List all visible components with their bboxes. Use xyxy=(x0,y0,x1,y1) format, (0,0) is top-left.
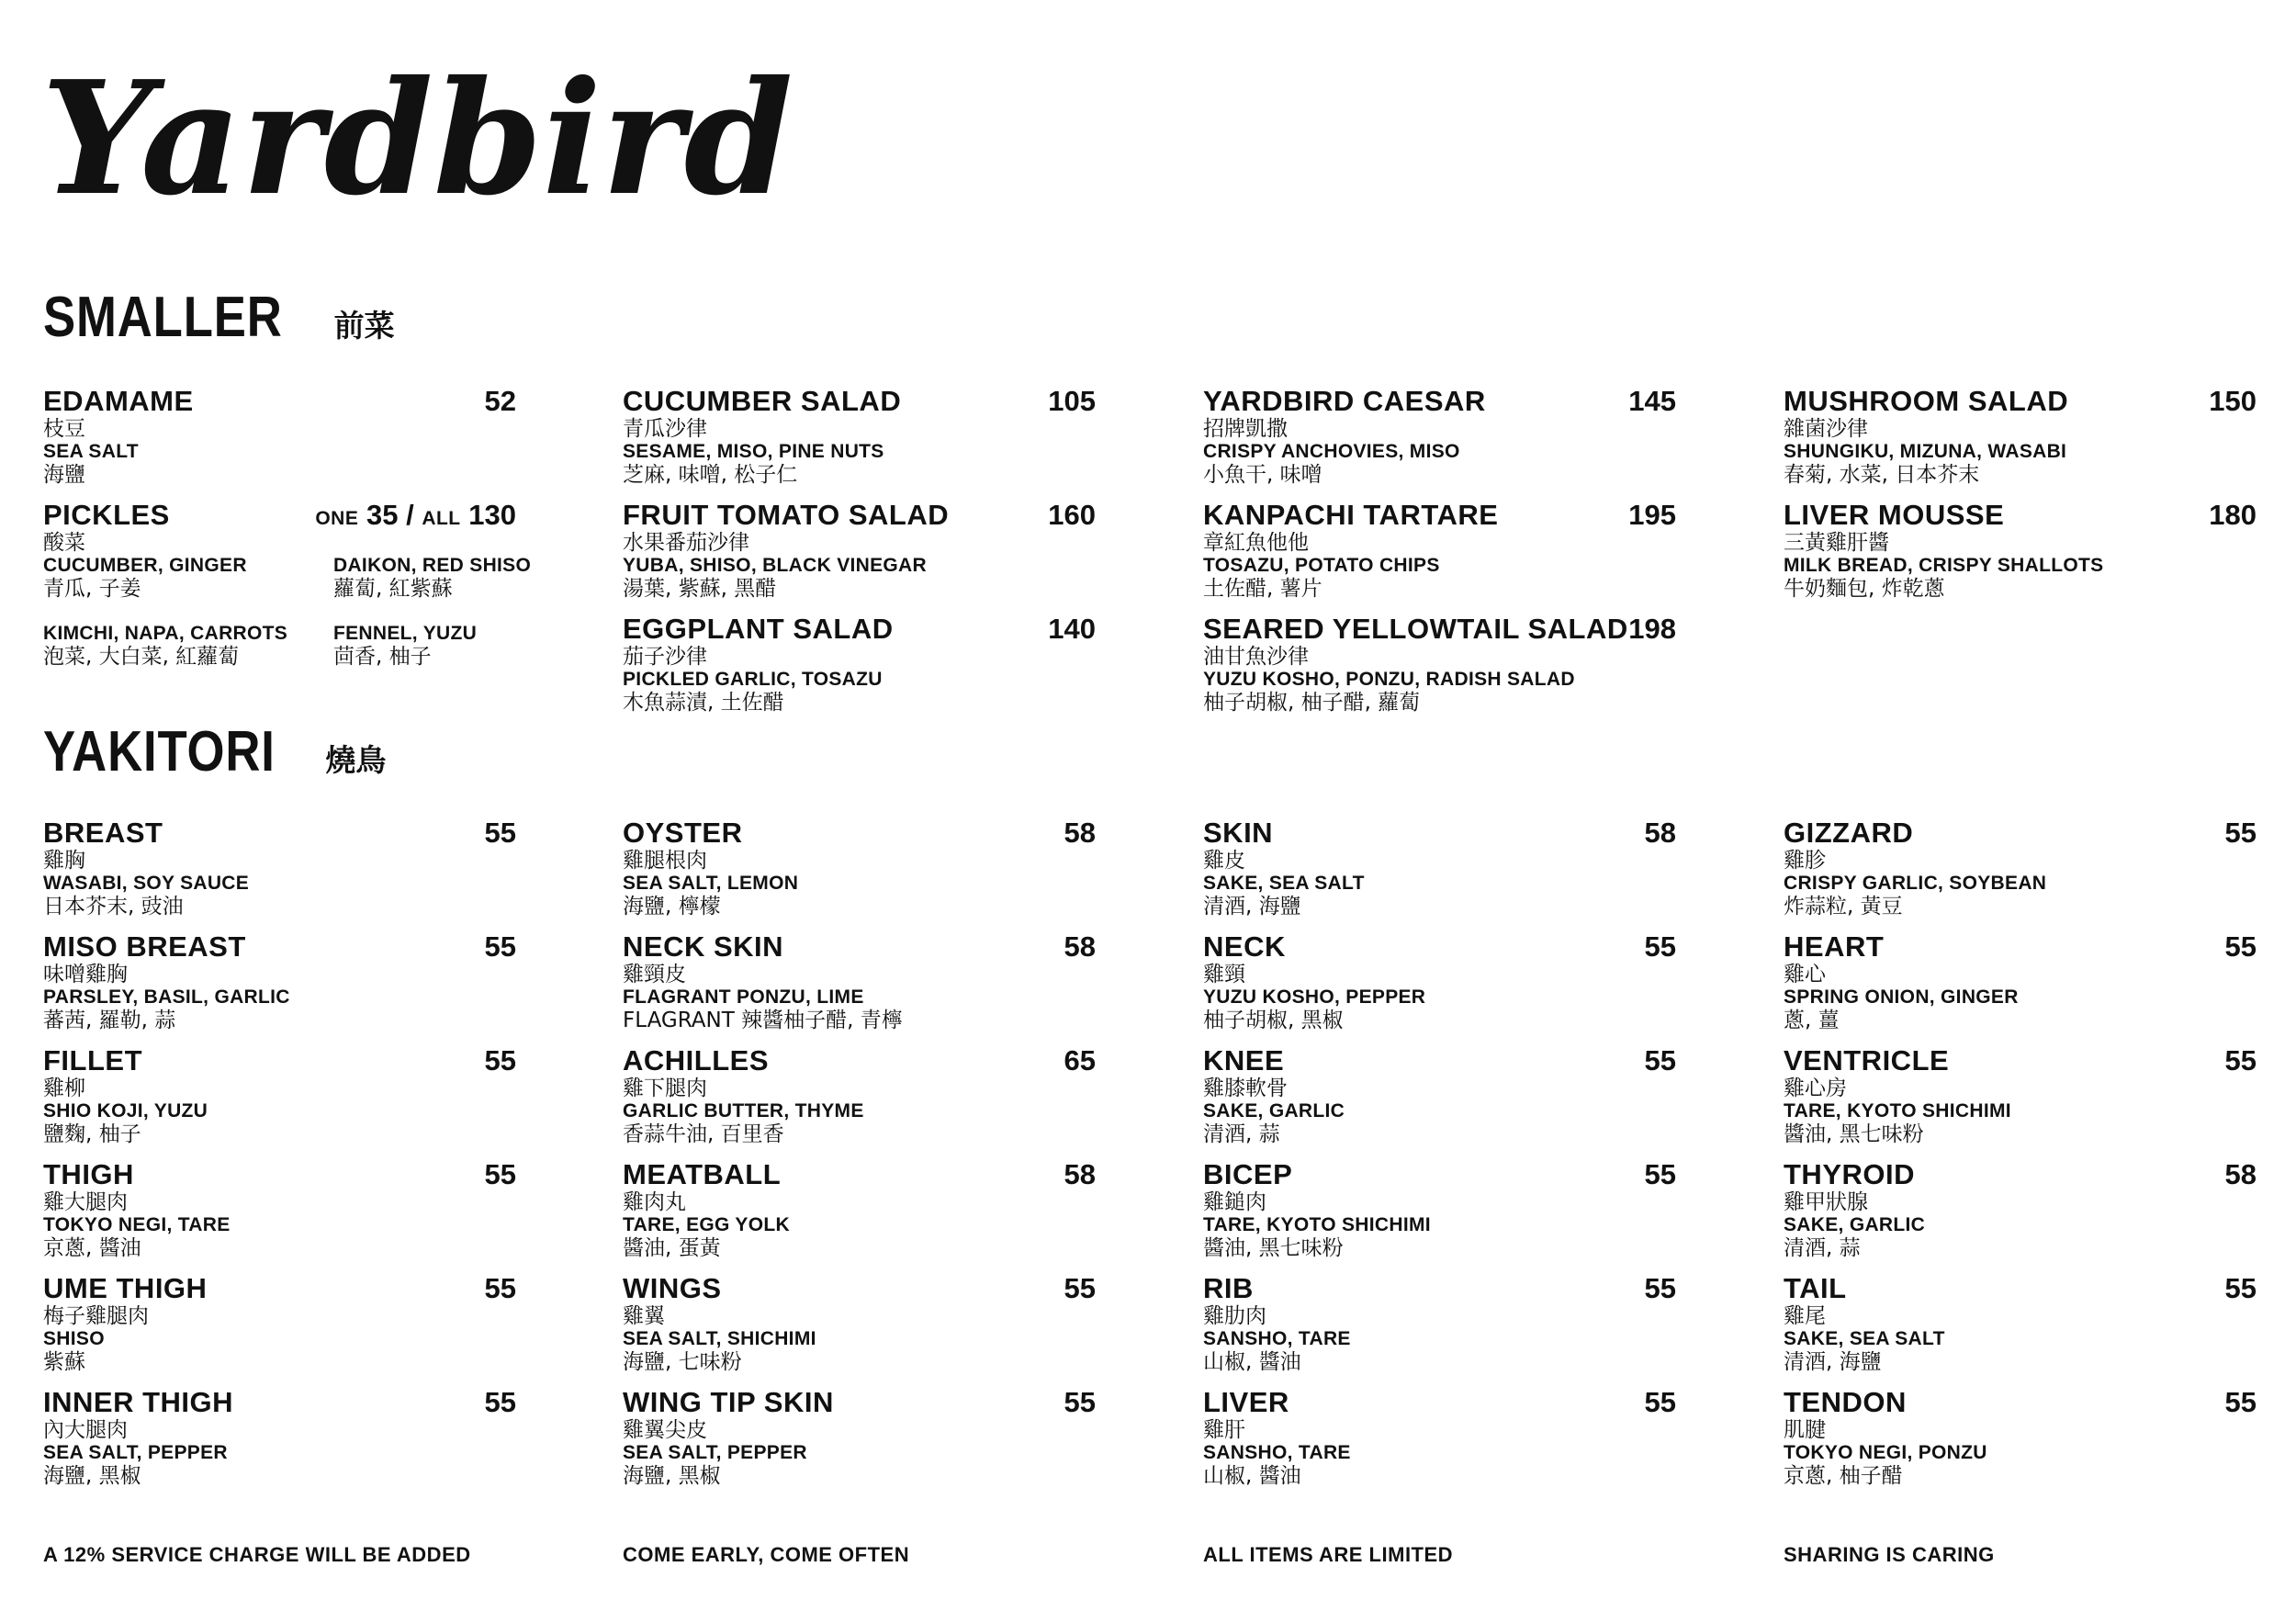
item-desc-zh: 山椒, 醬油 xyxy=(1203,1464,1301,1488)
item-name-zh: 雞肝 xyxy=(1203,1418,1245,1442)
item-desc: SHISO xyxy=(43,1328,105,1349)
item-name: EGGPLANT SALAD xyxy=(623,613,894,645)
item-name-zh: 雞頸 xyxy=(1203,963,1245,986)
item-desc: SAKE, GARLIC xyxy=(1784,1214,1926,1235)
item-desc-zh: 鹽麴, 柚子 xyxy=(43,1122,141,1146)
section-title-yakitori xyxy=(43,719,386,784)
menu-item-wing-tip-skin xyxy=(623,1387,1096,1488)
item-desc-zh: 醬油, 黑七味粉 xyxy=(1203,1236,1344,1260)
item-name: MEATBALL xyxy=(623,1158,782,1190)
item-price: 180 xyxy=(2209,499,2257,531)
item-desc-zh: 春菊, 水菜, 日本芥末 xyxy=(1784,463,1980,487)
item-desc-zh: FLAGRANT 辣醬柚子醋, 青檸 xyxy=(623,1009,903,1032)
item-desc: TARE, KYOTO SHICHIMI xyxy=(1203,1214,1431,1235)
menu-item-tendon xyxy=(1784,1387,2257,1488)
item-price: 195 xyxy=(1628,499,1676,531)
menu-item-rib xyxy=(1203,1273,1676,1374)
menu-item-meatball xyxy=(623,1159,1096,1260)
svg-text:Yardbird: Yardbird xyxy=(41,47,793,231)
item-price: 55 xyxy=(1644,1044,1676,1076)
item-desc: KIMCHI, NAPA, CARROTS xyxy=(43,623,288,644)
item-name-zh: 雞柳 xyxy=(43,1076,85,1100)
item-desc: SHUNGIKU, MIZUNA, WASABI xyxy=(1784,441,2067,462)
menu-item-gizzard xyxy=(1784,817,2257,919)
item-desc-zh: 海鹽, 黑椒 xyxy=(623,1464,721,1488)
item-name-zh: 雞甲狀腺 xyxy=(1784,1190,1868,1214)
item-desc: PICKLED GARLIC, TOSAZU xyxy=(623,669,883,690)
item-name: VENTRICLE xyxy=(1784,1044,1950,1076)
item-desc-zh: 日本芥末, 豉油 xyxy=(43,895,184,919)
pickle-option xyxy=(43,555,319,601)
item-name: OYSTER xyxy=(623,817,743,849)
item-price: 145 xyxy=(1628,385,1676,417)
item-price: 105 xyxy=(1048,385,1096,417)
item-desc: TOKYO NEGI, PONZU xyxy=(1784,1442,1987,1463)
section-title-en: YAKITORI xyxy=(43,720,276,783)
item-desc-zh: 海鹽, 七味粉 xyxy=(623,1350,742,1374)
item-price: 55 xyxy=(2224,817,2257,849)
section-title-zh: 燒鳥 xyxy=(325,742,387,778)
item-price: 55 xyxy=(2224,1386,2257,1418)
item-desc: CRISPY GARLIC, SOYBEAN xyxy=(1784,873,2047,894)
menu-item-thigh xyxy=(43,1159,516,1260)
item-desc-zh: 土佐醋, 薯片 xyxy=(1203,577,1322,601)
item-name-zh: 雞膝軟骨 xyxy=(1203,1076,1288,1100)
item-name-zh: 雞胸 xyxy=(43,849,85,873)
section-title-smaller xyxy=(43,285,395,350)
item-desc: SANSHO, TARE xyxy=(1203,1328,1351,1349)
item-desc: TOKYO NEGI, TARE xyxy=(43,1214,231,1235)
item-desc: SPRING ONION, GINGER xyxy=(1784,986,2019,1008)
item-name: ACHILLES xyxy=(623,1044,769,1076)
item-name: RIB xyxy=(1203,1272,1254,1304)
item-desc: FLAGRANT PONZU, LIME xyxy=(623,986,864,1008)
menu-item-liver-mousse xyxy=(1784,500,2257,601)
item-desc: SEA SALT, SHICHIMI xyxy=(623,1328,816,1349)
item-name: EDAMAME xyxy=(43,385,194,417)
menu-item-heart xyxy=(1784,931,2257,1032)
item-price: 55 xyxy=(484,817,516,849)
item-desc-zh: 山椒, 醬油 xyxy=(1203,1350,1301,1374)
item-price: 160 xyxy=(1048,499,1096,531)
item-price: 58 xyxy=(1644,817,1676,849)
item-desc: PARSLEY, BASIL, GARLIC xyxy=(43,986,290,1008)
item-desc: SEA SALT, LEMON xyxy=(623,873,799,894)
item-name-zh: 雞尾 xyxy=(1784,1304,1826,1328)
item-name-zh: 水果番茄沙律 xyxy=(623,531,749,555)
menu-item-kanpachi-tartare xyxy=(1203,500,1676,601)
item-name-zh: 油甘魚沙律 xyxy=(1203,645,1309,669)
item-desc-zh: 清酒, 海鹽 xyxy=(1203,895,1301,919)
item-name: YARDBIRD CAESAR xyxy=(1203,385,1486,417)
item-name-zh: 梅子雞腿肉 xyxy=(43,1304,149,1328)
item-name: THIGH xyxy=(43,1158,134,1190)
item-price: 58 xyxy=(1064,817,1096,849)
item-name: FILLET xyxy=(43,1044,143,1076)
item-name: SKIN xyxy=(1203,817,1274,849)
item-desc-zh: 醬油, 黑七味粉 xyxy=(1784,1122,1924,1146)
item-desc-zh: 海鹽, 檸檬 xyxy=(623,895,721,919)
item-name-zh: 內大腿肉 xyxy=(43,1418,128,1442)
menu-item-eggplant-salad xyxy=(623,614,1096,715)
item-name: BICEP xyxy=(1203,1158,1293,1190)
menu-item-inner-thigh xyxy=(43,1387,516,1488)
item-name: LIVER xyxy=(1203,1386,1289,1418)
pickle-option xyxy=(333,623,609,669)
footer-note: COME EARLY, COME OFTEN xyxy=(623,1543,910,1566)
item-name-zh: 雞大腿肉 xyxy=(43,1190,128,1214)
item-name-zh: 雞胗 xyxy=(1784,849,1826,873)
item-price: 55 xyxy=(2224,1272,2257,1304)
footer-note: ALL ITEMS ARE LIMITED xyxy=(1203,1543,1454,1566)
item-desc: FENNEL, YUZU xyxy=(333,623,478,644)
item-name: WINGS xyxy=(623,1272,722,1304)
item-desc-zh: 海鹽 xyxy=(43,463,85,487)
menu-item-miso-breast xyxy=(43,931,516,1032)
item-name-zh: 雞心房 xyxy=(1784,1076,1847,1100)
menu-item-yardbird-caesar xyxy=(1203,386,1676,487)
item-name: MISO BREAST xyxy=(43,930,246,963)
section-title-zh: 前菜 xyxy=(333,308,395,344)
item-name: GIZZARD xyxy=(1784,817,1914,849)
item-desc: YUBA, SHISO, BLACK VINEGAR xyxy=(623,555,927,576)
item-name-zh: 雞肋肉 xyxy=(1203,1304,1266,1328)
item-price: 58 xyxy=(1064,930,1096,963)
item-price: 55 xyxy=(1644,1386,1676,1418)
item-desc-zh: 京蔥, 醬油 xyxy=(43,1236,141,1260)
item-desc-zh: 芝麻, 味噌, 松子仁 xyxy=(623,463,798,487)
item-desc: YUZU KOSHO, PEPPER xyxy=(1203,986,1426,1008)
item-name-zh: 酸菜 xyxy=(43,531,85,555)
item-desc: SEA SALT, PEPPER xyxy=(43,1442,228,1463)
menu-item-fruit-tomato-salad xyxy=(623,500,1096,601)
item-desc-zh: 蔥, 薑 xyxy=(1784,1009,1840,1032)
menu-item-breast xyxy=(43,817,516,919)
item-name-zh: 青瓜沙律 xyxy=(623,417,707,441)
item-desc-zh: 蕃茜, 羅勒, 蒜 xyxy=(43,1009,176,1032)
item-name-zh: 雞肉丸 xyxy=(623,1190,686,1214)
item-desc-zh: 海鹽, 黑椒 xyxy=(43,1464,141,1488)
item-desc: TARE, EGG YOLK xyxy=(623,1214,790,1235)
item-name: HEART xyxy=(1784,930,1885,963)
item-price: 55 xyxy=(2224,1044,2257,1076)
menu-item-bicep xyxy=(1203,1159,1676,1260)
item-desc-zh: 小魚干, 味噌 xyxy=(1203,463,1322,487)
item-price: 55 xyxy=(1064,1272,1096,1304)
item-price: 58 xyxy=(1064,1158,1096,1190)
item-desc-zh: 湯葉, 紫蘇, 黑醋 xyxy=(623,577,777,601)
menu-item-mushroom-salad xyxy=(1784,386,2257,487)
item-desc: MILK BREAD, CRISPY SHALLOTS xyxy=(1784,555,2104,576)
menu-item-neck xyxy=(1203,931,1676,1032)
item-name: PICKLES xyxy=(43,499,170,531)
item-desc: SESAME, MISO, PINE NUTS xyxy=(623,441,884,462)
item-desc-zh: 柚子胡椒, 柚子醋, 蘿蔔 xyxy=(1203,691,1421,715)
item-name: BREAST xyxy=(43,817,163,849)
menu-item-wings xyxy=(623,1273,1096,1374)
item-desc: SAKE, SEA SALT xyxy=(1784,1328,1945,1349)
item-desc-zh: 京蔥, 柚子醋 xyxy=(1784,1464,1903,1488)
item-price: 55 xyxy=(484,1044,516,1076)
item-desc-zh: 青瓜, 子姜 xyxy=(43,577,141,601)
menu-item-achilles xyxy=(623,1045,1096,1146)
item-name: FRUIT TOMATO SALAD xyxy=(623,499,950,531)
yardbird-logo xyxy=(37,37,793,257)
item-desc: SANSHO, TARE xyxy=(1203,1442,1351,1463)
item-name: KNEE xyxy=(1203,1044,1285,1076)
footer-note: SHARING IS CARING xyxy=(1784,1543,1995,1566)
item-price: 58 xyxy=(2224,1158,2257,1190)
item-name-zh: 章紅魚他他 xyxy=(1203,531,1309,555)
menu-item-ventricle xyxy=(1784,1045,2257,1146)
item-desc: GARLIC BUTTER, THYME xyxy=(623,1100,864,1121)
item-price: 65 xyxy=(1064,1044,1096,1076)
item-name-zh: 味噌雞胸 xyxy=(43,963,128,986)
item-name: NECK xyxy=(1203,930,1286,963)
item-desc: SAKE, SEA SALT xyxy=(1203,873,1365,894)
item-desc-zh: 木魚蒜漬, 土佐醋 xyxy=(623,691,784,715)
item-desc: WASABI, SOY SAUCE xyxy=(43,873,250,894)
item-name-zh: 雞鎚肉 xyxy=(1203,1190,1266,1214)
item-name-zh: 招牌凱撒 xyxy=(1203,417,1288,441)
menu-item-seared-yellowtail-salad xyxy=(1203,614,1676,715)
item-price: 198 xyxy=(1628,613,1676,645)
pickle-option xyxy=(43,623,319,669)
menu-item-neck-skin xyxy=(623,931,1096,1032)
item-name-zh: 肌腱 xyxy=(1784,1418,1826,1442)
item-price: 55 xyxy=(484,1386,516,1418)
item-name: INNER THIGH xyxy=(43,1386,233,1418)
item-desc-zh: 醬油, 蛋黃 xyxy=(623,1236,721,1260)
item-desc: SEA SALT, PEPPER xyxy=(623,1442,807,1463)
item-name: KANPACHI TARTARE xyxy=(1203,499,1499,531)
item-desc-zh: 茴香, 柚子 xyxy=(333,645,432,669)
item-price: 52 xyxy=(484,385,516,417)
item-price: 55 xyxy=(1644,1158,1676,1190)
menu-item-ume-thigh xyxy=(43,1273,516,1374)
item-desc-zh: 清酒, 蒜 xyxy=(1203,1122,1280,1146)
menu-item-liver xyxy=(1203,1387,1676,1488)
item-desc: SAKE, GARLIC xyxy=(1203,1100,1345,1121)
item-price: 150 xyxy=(2209,385,2257,417)
item-desc-zh: 牛奶麵包, 炸乾蔥 xyxy=(1784,577,1945,601)
item-name-zh: 茄子沙律 xyxy=(623,645,707,669)
item-desc-zh: 清酒, 蒜 xyxy=(1784,1236,1861,1260)
item-name-zh: 三黃雞肝醬 xyxy=(1784,531,1889,555)
item-price: 140 xyxy=(1048,613,1096,645)
item-name-zh: 雜菌沙律 xyxy=(1784,417,1868,441)
item-name: SEARED YELLOWTAIL SALAD xyxy=(1203,613,1628,645)
menu-item-cucumber-salad xyxy=(623,386,1096,487)
item-price: 55 xyxy=(1644,930,1676,963)
menu-item-oyster xyxy=(623,817,1096,919)
item-desc-zh: 蘿蔔, 紅紫蘇 xyxy=(333,577,453,601)
item-desc: SHIO KOJI, YUZU xyxy=(43,1100,208,1121)
item-desc-zh: 香蒜牛油, 百里香 xyxy=(623,1122,784,1146)
item-price: 55 xyxy=(484,930,516,963)
item-name-zh: 雞腿根肉 xyxy=(623,849,707,873)
item-desc: CUCUMBER, GINGER xyxy=(43,555,247,576)
item-name: NECK SKIN xyxy=(623,930,784,963)
item-name: LIVER MOUSSE xyxy=(1784,499,2005,531)
item-name: TAIL xyxy=(1784,1272,1847,1304)
menu-item-tail xyxy=(1784,1273,2257,1374)
menu-item-knee xyxy=(1203,1045,1676,1146)
item-name-zh: 雞翼尖皮 xyxy=(623,1418,707,1442)
item-price: 55 xyxy=(484,1272,516,1304)
item-desc: TOSAZU, POTATO CHIPS xyxy=(1203,555,1440,576)
item-name: THYROID xyxy=(1784,1158,1915,1190)
item-name-zh: 雞頸皮 xyxy=(623,963,686,986)
item-name-zh: 雞翼 xyxy=(623,1304,665,1328)
item-desc: CRISPY ANCHOVIES, MISO xyxy=(1203,441,1460,462)
menu-item-fillet xyxy=(43,1045,516,1146)
item-price: 55 xyxy=(2224,930,2257,963)
item-desc: DAIKON, RED SHISO xyxy=(333,555,532,576)
menu-item-skin xyxy=(1203,817,1676,919)
item-desc-zh: 紫蘇 xyxy=(43,1350,85,1374)
item-desc-zh: 清酒, 海鹽 xyxy=(1784,1350,1882,1374)
item-name-zh: 雞皮 xyxy=(1203,849,1245,873)
item-desc-zh: 柚子胡椒, 黑椒 xyxy=(1203,1009,1344,1032)
item-desc: TARE, KYOTO SHICHIMI xyxy=(1784,1100,2011,1121)
item-name-zh: 枝豆 xyxy=(43,417,85,441)
item-price: 55 xyxy=(1644,1272,1676,1304)
item-desc: YUZU KOSHO, PONZU, RADISH SALAD xyxy=(1203,669,1575,690)
item-name: WING TIP SKIN xyxy=(623,1386,834,1418)
menu-item-thyroid xyxy=(1784,1159,2257,1260)
footer-note: A 12% SERVICE CHARGE WILL BE ADDED xyxy=(43,1543,471,1566)
item-name: MUSHROOM SALAD xyxy=(1784,385,2069,417)
item-name: TENDON xyxy=(1784,1386,1907,1418)
item-price: 55 xyxy=(484,1158,516,1190)
item-price: 55 xyxy=(1064,1386,1096,1418)
item-name-zh: 雞心 xyxy=(1784,963,1826,986)
item-name-zh: 雞下腿肉 xyxy=(623,1076,707,1100)
menu-item-pickles xyxy=(43,500,516,555)
item-name: UME THIGH xyxy=(43,1272,208,1304)
item-desc: SEA SALT xyxy=(43,441,139,462)
item-desc-zh: 泡菜, 大白菜, 紅蘿蔔 xyxy=(43,645,240,669)
item-desc-zh: 炸蒜粒, 黃豆 xyxy=(1784,895,1903,919)
pickle-option xyxy=(333,555,609,601)
section-title-en: SMALLER xyxy=(43,286,283,349)
item-price: ONE 35 / ALL 130 xyxy=(315,499,516,531)
item-name: CUCUMBER SALAD xyxy=(623,385,902,417)
menu-item-edamame xyxy=(43,386,516,487)
